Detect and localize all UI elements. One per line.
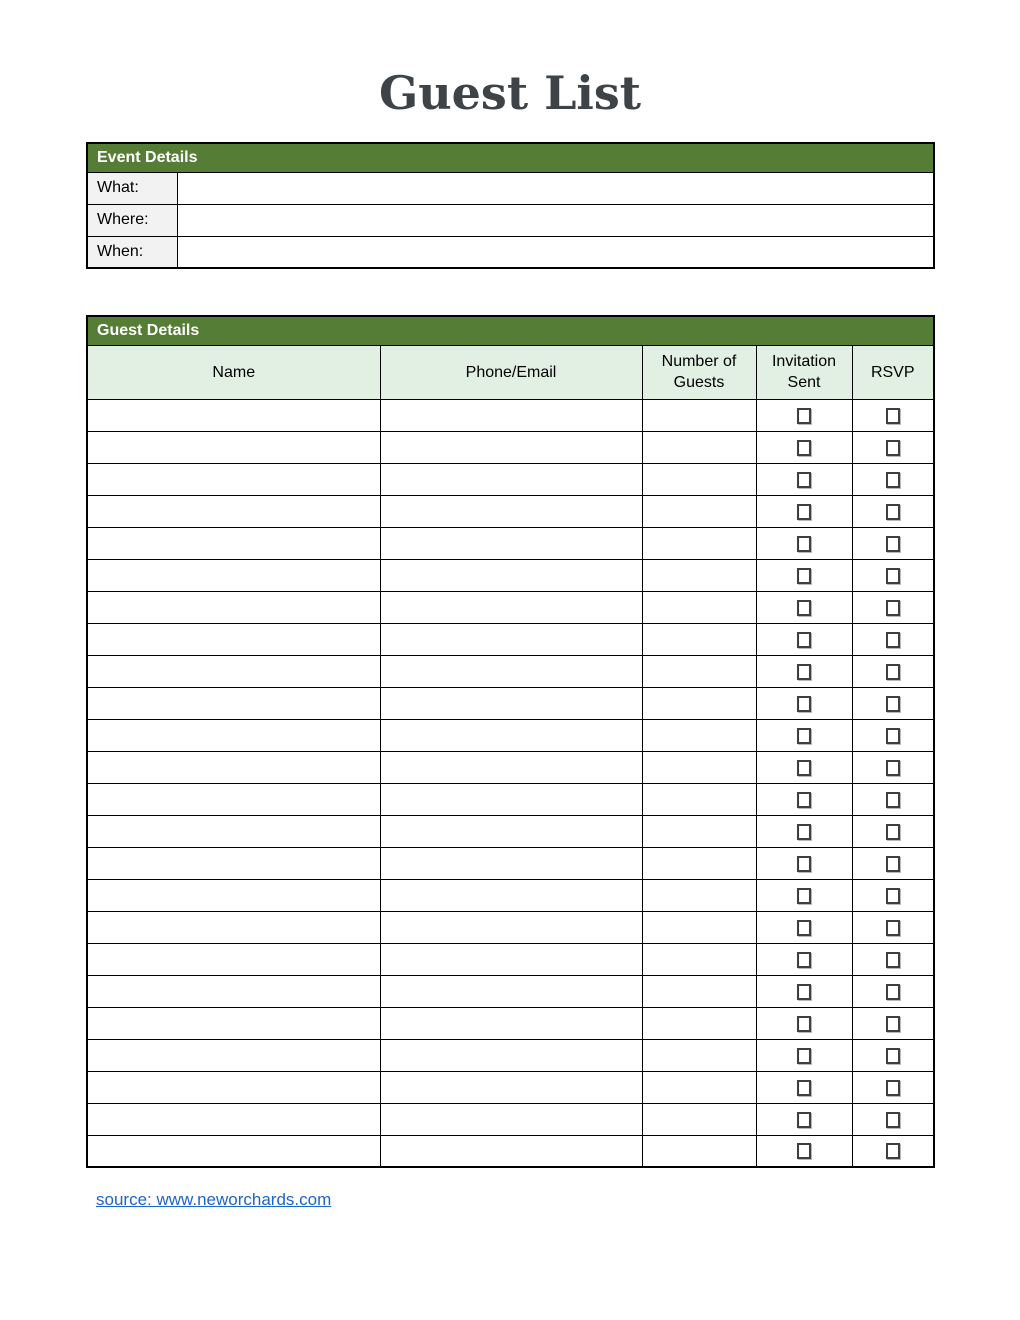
- guest-invitation-sent-cell: [756, 655, 852, 687]
- guest-name-cell[interactable]: [87, 911, 380, 943]
- guest-number-of-guests-cell[interactable]: [642, 1103, 756, 1135]
- guest-invitation-sent-cell: [756, 1103, 852, 1135]
- guest-name-cell[interactable]: [87, 879, 380, 911]
- guest-phone-email-cell[interactable]: [380, 623, 642, 655]
- invitation-sent-checkbox[interactable]: [797, 728, 811, 744]
- guest-row: [87, 751, 934, 783]
- rsvp-checkbox[interactable]: [886, 728, 900, 744]
- guest-invitation-sent-cell: [756, 847, 852, 879]
- guest-invitation-sent-cell: [756, 399, 852, 431]
- guest-rsvp-cell: [852, 975, 934, 1007]
- invitation-sent-checkbox[interactable]: [797, 664, 811, 680]
- guest-phone-email-cell[interactable]: [380, 1103, 642, 1135]
- guest-name-cell[interactable]: [87, 559, 380, 591]
- guest-name-cell[interactable]: [87, 783, 380, 815]
- event-when-input[interactable]: [177, 236, 934, 268]
- column-header-phone-email: Phone/Email: [380, 345, 642, 399]
- guest-phone-email-cell[interactable]: [380, 1135, 642, 1167]
- rsvp-checkbox[interactable]: [886, 1016, 900, 1032]
- invitation-sent-checkbox[interactable]: [797, 1016, 811, 1032]
- invitation-sent-checkbox[interactable]: [797, 600, 811, 616]
- invitation-sent-checkbox[interactable]: [797, 952, 811, 968]
- guest-phone-email-cell[interactable]: [380, 719, 642, 751]
- guest-number-of-guests-cell[interactable]: [642, 687, 756, 719]
- guest-rsvp-cell: [852, 559, 934, 591]
- rsvp-checkbox[interactable]: [886, 408, 900, 424]
- guest-rsvp-cell: [852, 879, 934, 911]
- guest-name-cell[interactable]: [87, 751, 380, 783]
- guest-invitation-sent-cell: [756, 719, 852, 751]
- guest-phone-email-cell[interactable]: [380, 559, 642, 591]
- guest-invitation-sent-cell: [756, 943, 852, 975]
- guest-phone-email-cell[interactable]: [380, 943, 642, 975]
- guest-row: [87, 975, 934, 1007]
- guest-row: [87, 1071, 934, 1103]
- guest-row: [87, 495, 934, 527]
- guest-details-section-header: Guest Details: [87, 316, 934, 345]
- guest-rsvp-cell: [852, 495, 934, 527]
- guest-invitation-sent-cell: [756, 1039, 852, 1071]
- guest-row: [87, 815, 934, 847]
- event-where-input[interactable]: [177, 204, 934, 236]
- rsvp-checkbox[interactable]: [886, 792, 900, 808]
- guest-phone-email-cell[interactable]: [380, 431, 642, 463]
- event-where-label: Where:: [87, 204, 177, 236]
- guest-row: [87, 1135, 934, 1167]
- rsvp-checkbox[interactable]: [886, 952, 900, 968]
- guest-phone-email-cell[interactable]: [380, 655, 642, 687]
- invitation-sent-checkbox[interactable]: [797, 856, 811, 872]
- rsvp-checkbox[interactable]: [886, 888, 900, 904]
- guest-name-cell[interactable]: [87, 655, 380, 687]
- guest-rsvp-cell: [852, 431, 934, 463]
- guest-row: [87, 847, 934, 879]
- guest-number-of-guests-cell[interactable]: [642, 559, 756, 591]
- guest-number-of-guests-cell[interactable]: [642, 527, 756, 559]
- guest-invitation-sent-cell: [756, 751, 852, 783]
- guest-number-of-guests-cell[interactable]: [642, 911, 756, 943]
- rsvp-checkbox[interactable]: [886, 920, 900, 936]
- guest-number-of-guests-cell[interactable]: [642, 879, 756, 911]
- guest-invitation-sent-cell: [756, 783, 852, 815]
- guest-rsvp-cell: [852, 815, 934, 847]
- guest-rsvp-cell: [852, 1071, 934, 1103]
- guest-row: [87, 1039, 934, 1071]
- event-what-label: What:: [87, 172, 177, 204]
- invitation-sent-checkbox[interactable]: [797, 536, 811, 552]
- guest-name-cell[interactable]: [87, 591, 380, 623]
- guest-name-cell[interactable]: [87, 943, 380, 975]
- guest-invitation-sent-cell: [756, 495, 852, 527]
- guest-number-of-guests-cell[interactable]: [642, 815, 756, 847]
- rsvp-checkbox[interactable]: [886, 568, 900, 584]
- guest-column-header-row: [87, 345, 934, 399]
- guest-rsvp-cell: [852, 1007, 934, 1039]
- guest-row: [87, 943, 934, 975]
- invitation-sent-checkbox[interactable]: [797, 792, 811, 808]
- guest-number-of-guests-cell[interactable]: [642, 783, 756, 815]
- rsvp-checkbox[interactable]: [886, 440, 900, 456]
- guest-invitation-sent-cell: [756, 463, 852, 495]
- event-what-row: [87, 172, 934, 204]
- guest-number-of-guests-cell[interactable]: [642, 399, 756, 431]
- guest-phone-email-cell[interactable]: [380, 847, 642, 879]
- guest-number-of-guests-cell[interactable]: [642, 943, 756, 975]
- guest-number-of-guests-cell[interactable]: [642, 655, 756, 687]
- guest-name-cell[interactable]: [87, 1039, 380, 1071]
- guest-rsvp-cell: [852, 1039, 934, 1071]
- guest-name-cell[interactable]: [87, 1071, 380, 1103]
- guest-invitation-sent-cell: [756, 559, 852, 591]
- guest-invitation-sent-cell: [756, 687, 852, 719]
- rsvp-checkbox[interactable]: [886, 632, 900, 648]
- guest-row: [87, 687, 934, 719]
- column-header-number-of-guests: Number of Guests: [642, 345, 756, 399]
- event-details-section-header: Event Details: [87, 143, 934, 172]
- rsvp-checkbox[interactable]: [886, 536, 900, 552]
- rsvp-checkbox[interactable]: [886, 760, 900, 776]
- guest-rsvp-cell: [852, 1135, 934, 1167]
- guest-row: [87, 911, 934, 943]
- guest-rsvp-cell: [852, 719, 934, 751]
- guest-name-cell[interactable]: [87, 623, 380, 655]
- guest-row: [87, 591, 934, 623]
- rsvp-checkbox[interactable]: [886, 1048, 900, 1064]
- guest-number-of-guests-cell[interactable]: [642, 1135, 756, 1167]
- guest-invitation-sent-cell: [756, 623, 852, 655]
- guest-rsvp-cell: [852, 527, 934, 559]
- rsvp-checkbox[interactable]: [886, 824, 900, 840]
- invitation-sent-checkbox[interactable]: [797, 504, 811, 520]
- guest-name-cell[interactable]: [87, 975, 380, 1007]
- guest-row: [87, 719, 934, 751]
- guest-name-cell[interactable]: [87, 719, 380, 751]
- guest-number-of-guests-cell[interactable]: [642, 847, 756, 879]
- column-header-invitation-sent: Invitation Sent: [756, 345, 852, 399]
- invitation-sent-checkbox[interactable]: [797, 632, 811, 648]
- invitation-sent-checkbox[interactable]: [797, 1143, 811, 1159]
- guest-number-of-guests-cell[interactable]: [642, 975, 756, 1007]
- guest-number-of-guests-cell[interactable]: [642, 719, 756, 751]
- guest-phone-email-cell[interactable]: [380, 527, 642, 559]
- invitation-sent-checkbox[interactable]: [797, 1048, 811, 1064]
- guest-row: [87, 559, 934, 591]
- column-header-rsvp: RSVP: [852, 345, 934, 399]
- guest-rsvp-cell: [852, 943, 934, 975]
- invitation-sent-checkbox[interactable]: [797, 568, 811, 584]
- guest-rsvp-cell: [852, 591, 934, 623]
- invitation-sent-checkbox[interactable]: [797, 408, 811, 424]
- invitation-sent-checkbox[interactable]: [797, 1112, 811, 1128]
- guest-phone-email-cell[interactable]: [380, 399, 642, 431]
- guest-row: [87, 655, 934, 687]
- guest-rsvp-cell: [852, 783, 934, 815]
- guest-number-of-guests-cell[interactable]: [642, 431, 756, 463]
- guest-phone-email-cell[interactable]: [380, 879, 642, 911]
- column-header-name: Name: [87, 345, 380, 399]
- guest-name-cell[interactable]: [87, 815, 380, 847]
- invitation-sent-checkbox[interactable]: [797, 888, 811, 904]
- guest-name-cell[interactable]: [87, 399, 380, 431]
- guest-phone-email-cell[interactable]: [380, 1007, 642, 1039]
- guest-invitation-sent-cell: [756, 527, 852, 559]
- guest-rsvp-cell: [852, 847, 934, 879]
- guest-phone-email-cell[interactable]: [380, 815, 642, 847]
- guest-invitation-sent-cell: [756, 1071, 852, 1103]
- guest-row: [87, 783, 934, 815]
- guest-phone-email-cell[interactable]: [380, 687, 642, 719]
- guest-invitation-sent-cell: [756, 975, 852, 1007]
- page-title: Guest List: [378, 66, 642, 120]
- invitation-sent-checkbox[interactable]: [797, 472, 811, 488]
- event-details-table: [86, 142, 935, 269]
- guest-phone-email-cell[interactable]: [380, 463, 642, 495]
- event-when-row: [87, 236, 934, 268]
- rsvp-checkbox[interactable]: [886, 1143, 900, 1159]
- guest-invitation-sent-cell: [756, 1135, 852, 1167]
- guest-name-cell[interactable]: [87, 495, 380, 527]
- event-where-row: [87, 204, 934, 236]
- guest-rows-body: [87, 399, 934, 1167]
- guest-row: [87, 431, 934, 463]
- event-details-header-row: [87, 143, 934, 172]
- rsvp-checkbox[interactable]: [886, 1080, 900, 1096]
- guest-invitation-sent-cell: [756, 879, 852, 911]
- guest-phone-email-cell[interactable]: [380, 911, 642, 943]
- guest-number-of-guests-cell[interactable]: [642, 495, 756, 527]
- guest-phone-email-cell[interactable]: [380, 1039, 642, 1071]
- rsvp-checkbox[interactable]: [886, 600, 900, 616]
- guest-invitation-sent-cell: [756, 431, 852, 463]
- guest-phone-email-cell[interactable]: [380, 751, 642, 783]
- rsvp-checkbox[interactable]: [886, 472, 900, 488]
- invitation-sent-checkbox[interactable]: [797, 696, 811, 712]
- guest-phone-email-cell[interactable]: [380, 783, 642, 815]
- guest-row: [87, 527, 934, 559]
- invitation-sent-checkbox[interactable]: [797, 920, 811, 936]
- guest-number-of-guests-cell[interactable]: [642, 591, 756, 623]
- guest-phone-email-cell[interactable]: [380, 495, 642, 527]
- invitation-sent-checkbox[interactable]: [797, 824, 811, 840]
- guest-name-cell[interactable]: [87, 1007, 380, 1039]
- guest-row: [87, 399, 934, 431]
- guest-number-of-guests-cell[interactable]: [642, 751, 756, 783]
- guest-rsvp-cell: [852, 687, 934, 719]
- invitation-sent-checkbox[interactable]: [797, 760, 811, 776]
- guest-number-of-guests-cell[interactable]: [642, 1007, 756, 1039]
- guest-row: [87, 1103, 934, 1135]
- guest-name-cell[interactable]: [87, 463, 380, 495]
- guest-number-of-guests-cell[interactable]: [642, 1039, 756, 1071]
- invitation-sent-checkbox[interactable]: [797, 1080, 811, 1096]
- invitation-sent-checkbox[interactable]: [797, 984, 811, 1000]
- guest-rsvp-cell: [852, 399, 934, 431]
- guest-phone-email-cell[interactable]: [380, 975, 642, 1007]
- guest-name-cell[interactable]: [87, 431, 380, 463]
- guest-name-cell[interactable]: [87, 847, 380, 879]
- guest-name-cell[interactable]: [87, 1135, 380, 1167]
- guest-invitation-sent-cell: [756, 1007, 852, 1039]
- guest-rsvp-cell: [852, 623, 934, 655]
- event-what-input[interactable]: [177, 172, 934, 204]
- guest-details-table: [86, 315, 935, 1168]
- guest-rsvp-cell: [852, 751, 934, 783]
- guest-row: [87, 623, 934, 655]
- rsvp-checkbox[interactable]: [886, 856, 900, 872]
- guest-rsvp-cell: [852, 655, 934, 687]
- guest-rsvp-cell: [852, 1103, 934, 1135]
- rsvp-checkbox[interactable]: [886, 984, 900, 1000]
- guest-name-cell[interactable]: [87, 527, 380, 559]
- guest-row: [87, 879, 934, 911]
- guest-invitation-sent-cell: [756, 815, 852, 847]
- rsvp-checkbox[interactable]: [886, 664, 900, 680]
- source-link[interactable]: source: www.neworchards.com: [96, 1190, 332, 1209]
- event-when-label: When:: [87, 236, 177, 268]
- rsvp-checkbox[interactable]: [886, 1112, 900, 1128]
- guest-number-of-guests-cell[interactable]: [642, 463, 756, 495]
- guest-rsvp-cell: [852, 463, 934, 495]
- guest-details-header-row: [87, 316, 934, 345]
- rsvp-checkbox[interactable]: [886, 696, 900, 712]
- rsvp-checkbox[interactable]: [886, 504, 900, 520]
- guest-name-cell[interactable]: [87, 687, 380, 719]
- invitation-sent-checkbox[interactable]: [797, 440, 811, 456]
- guest-invitation-sent-cell: [756, 911, 852, 943]
- guest-number-of-guests-cell[interactable]: [642, 623, 756, 655]
- guest-rsvp-cell: [852, 911, 934, 943]
- guest-phone-email-cell[interactable]: [380, 1071, 642, 1103]
- guest-invitation-sent-cell: [756, 591, 852, 623]
- guest-row: [87, 1007, 934, 1039]
- guest-number-of-guests-cell[interactable]: [642, 1071, 756, 1103]
- guest-row: [87, 463, 934, 495]
- guest-name-cell[interactable]: [87, 1103, 380, 1135]
- guest-phone-email-cell[interactable]: [380, 591, 642, 623]
